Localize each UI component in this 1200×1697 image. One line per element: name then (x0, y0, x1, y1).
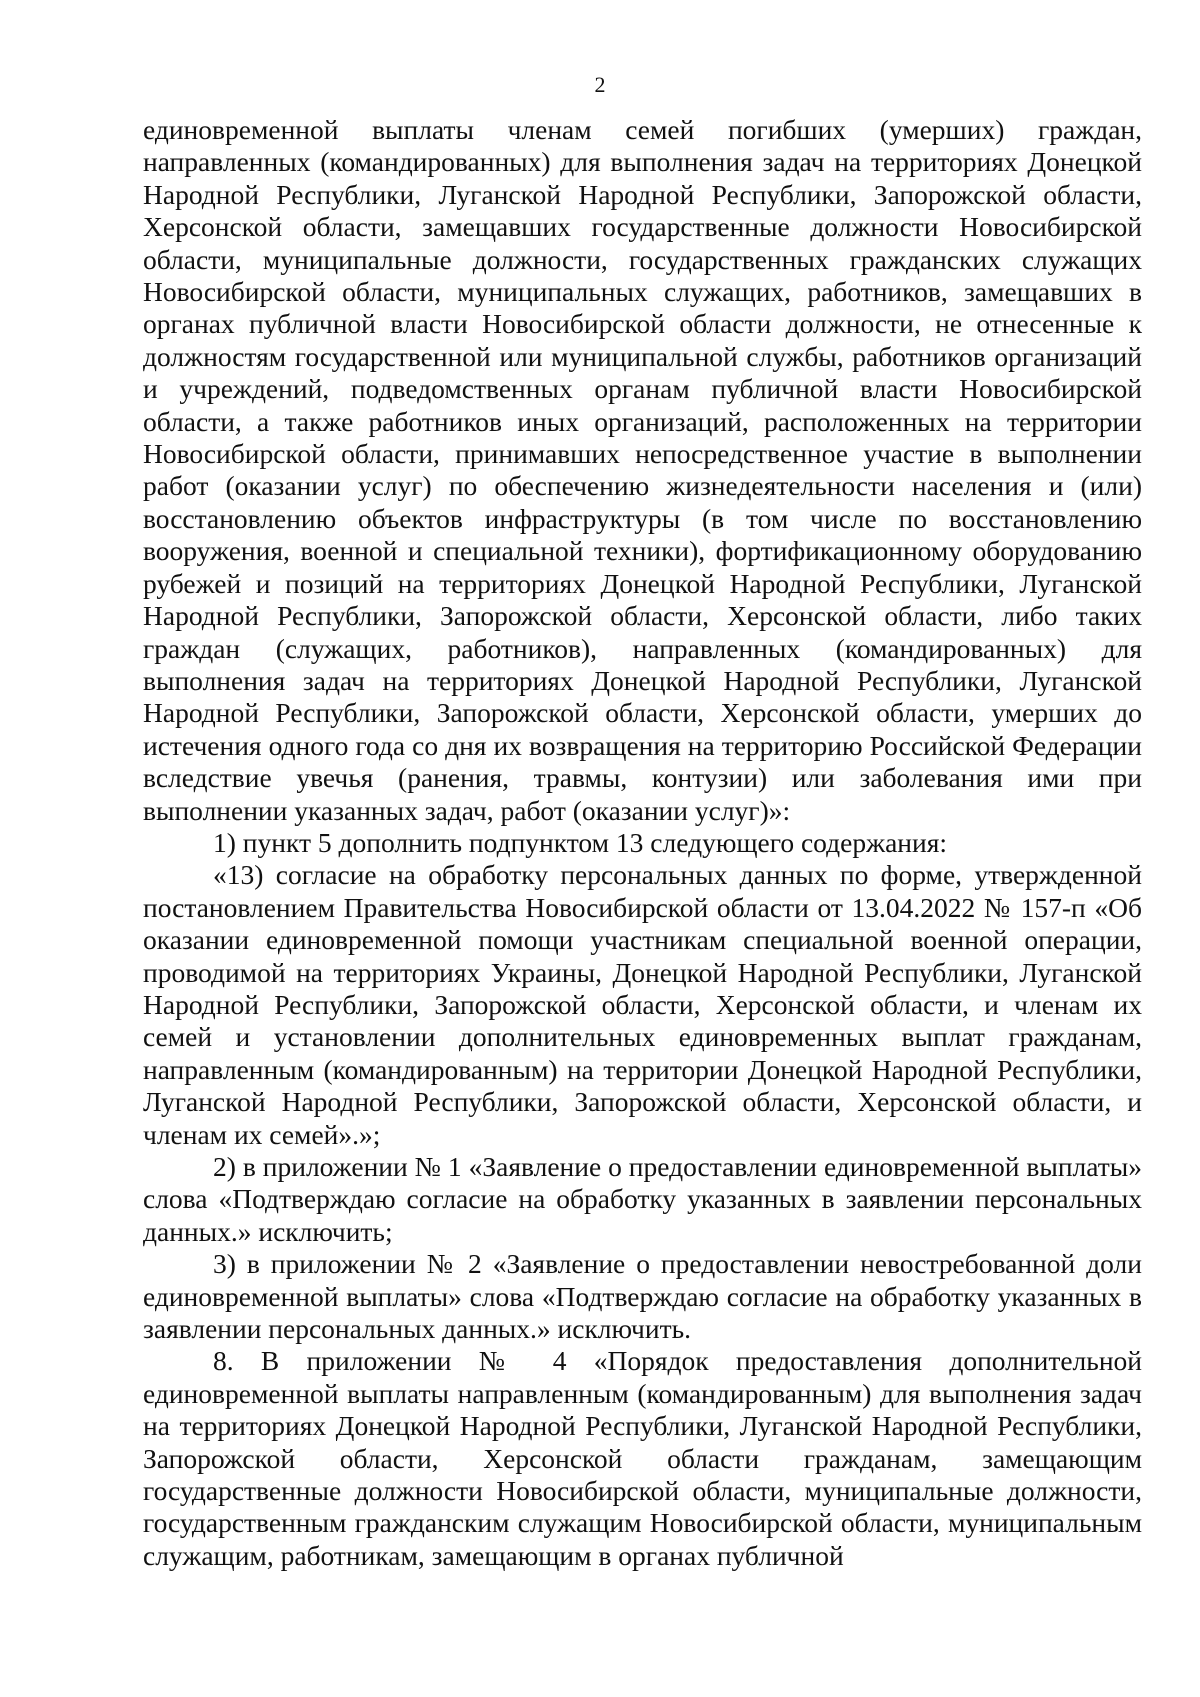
paragraph-item-1-content: «13) согласие на обработку персональных данных по форме, утвержденной постановлением Правительства Новосибирской области от 13.04.2022 № 157-п «Об оказании единовременной помощи участникам специальной военной операции, проводимой на территориях Украины, Донецкой Народной Республики, Луганской Народной Республики, Запорожской области, Херсонской области, и членам их семей и установлении дополнительных единовременных выплат гражданам, направленным (командированным) на территории Донецкой Народной Республики, Луганской Народной Республики, Запорожской области, Херсонской области, и членам их семей».»; (143, 859, 1142, 1150)
page-number: 2 (594, 72, 606, 97)
document-body (143, 114, 1142, 1572)
paragraph-continuation: единовременной выплаты членам семей погибших (умерших) граждан, направленных (командированных) для выполнения задач на территориях Донецкой Народной Республики, Луганской Народной Республики, Запорожской области, Херсонской области, замещавших государственные должности Новосибирской области, муниципальные должности, государственных гражданских служащих Новосибирской области, муниципальных служащих, работников, замещавших в органах публичной власти Новосибирской области должности, не отнесенные к должностям государственной или муниципальной службы, работников организаций и учреждений, подведомственных органам публичной власти Новосибирской области, а также работников иных организаций, расположенных на территории Новосибирской области, принимавших непосредственное участие в выполнении работ (оказании услуг) по обеспечению жизнедеятельности населения и (или) восстановлению объектов инфраструктуры (в том числе по восстановлению вооружения, военной и специальной техники), фортификационному оборудованию рубежей и позиций на территориях Донецкой Народной Республики, Луганской Народной Республики, Запорожской области, Херсонской области, либо таких граждан (служащих, работников), направленных (командированных) для выполнения задач на территориях Донецкой Народной Республики, Луганской Народной Республики, Запорожской области, Херсонской области, умерших до истечения одного года со дня их возвращения на территорию Российской Федерации вследствие увечья (ранения, травмы, контузии) или заболевания ими при выполнении указанных задач, работ (оказании услуг)»: (143, 114, 1142, 826)
paragraph-item-3: 3) в приложении № 2 «Заявление о предоставлении невостребованной доли единовременной выплаты» слова «Подтверждаю согласие на обработку указанных в заявлении персональных данных.» исключить. (143, 1248, 1142, 1345)
paragraph-section-8: 8. В приложении № 4 «Порядок предоставления дополнительной единовременной выплаты направленным (командированным) для выполнения задач на территориях Донецкой Народной Республики, Луганской Народной Республики, Запорожской области, Херсонской области гражданам, замещающим государственные должности Новосибирской области, муниципальные должности, государственным гражданским служащим Новосибирской области, муниципальным служащим, работникам, замещающим в органах публичной (143, 1345, 1142, 1571)
paragraph-item-2: 2) в приложении № 1 «Заявление о предоставлении единовременной выплаты» слова «Подтверждаю согласие на обработку указанных в заявлении персональных данных.» исключить; (143, 1151, 1142, 1247)
paragraph-item-1: 1) пункт 5 дополнить подпунктом 13 следующего содержания: (213, 826, 948, 858)
